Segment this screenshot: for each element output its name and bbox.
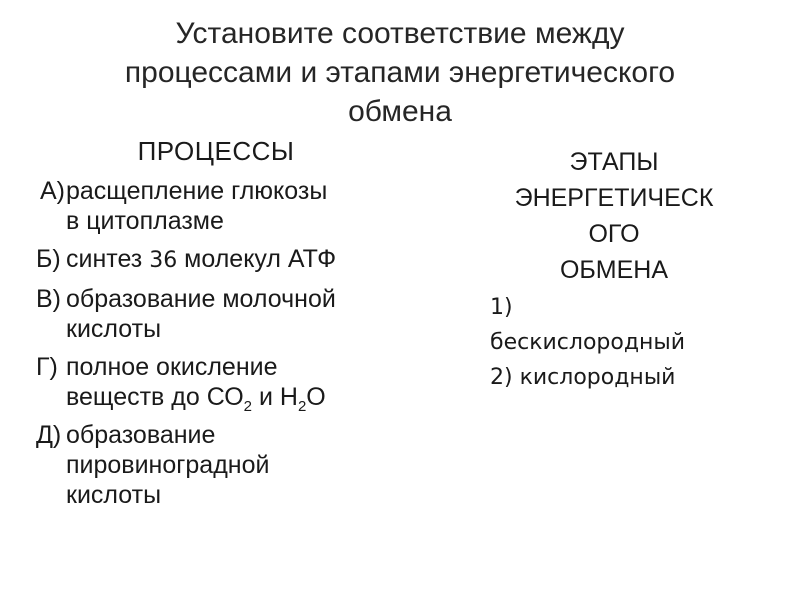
process-item-v bbox=[36, 284, 456, 344]
process-text-line: кислоты bbox=[66, 315, 162, 343]
stage-label: кислородный bbox=[519, 365, 676, 390]
stages-heading-line: ОБМЕНА bbox=[559, 256, 669, 284]
title-line-3: обмена bbox=[348, 95, 452, 128]
stage-item-1 bbox=[484, 290, 754, 360]
process-text-line bbox=[66, 244, 456, 276]
process-text-line: расщепление глюкозы bbox=[66, 177, 328, 205]
subscript: 2 bbox=[297, 398, 307, 415]
process-number: 36 bbox=[149, 248, 178, 273]
process-text-line: в цитоплазме bbox=[66, 207, 224, 235]
process-text: молекул АТФ bbox=[184, 245, 337, 273]
stages-heading-line: ЭНЕРГЕТИЧЕСК bbox=[514, 184, 714, 212]
process-letter: А) bbox=[40, 177, 65, 205]
title-line-1: Установите соответствие между bbox=[175, 17, 625, 50]
process-text: и Н bbox=[258, 383, 298, 411]
stages-heading-line: ОГО bbox=[588, 220, 640, 248]
process-item-b bbox=[36, 244, 456, 276]
process-item-g bbox=[36, 352, 456, 415]
stage-label: бескислородный bbox=[490, 330, 686, 355]
process-text: веществ до СО bbox=[66, 383, 244, 411]
stages-heading-line: ЭТАПЫ bbox=[569, 148, 659, 176]
process-text-line: пировиноградной bbox=[66, 451, 270, 479]
process-text: синтез bbox=[66, 245, 143, 273]
processes-heading: ПРОЦЕССЫ bbox=[137, 136, 295, 166]
process-text-line: полное окисление bbox=[66, 353, 278, 381]
process-text-line: образование молочной bbox=[66, 285, 336, 313]
processes-column bbox=[36, 136, 456, 518]
stages-heading bbox=[484, 144, 744, 288]
stage-item-2 bbox=[484, 360, 754, 395]
process-letter: Г) bbox=[36, 353, 58, 381]
process-text-line bbox=[66, 382, 456, 415]
stage-number: 1) bbox=[490, 295, 513, 320]
process-letter: Д) bbox=[36, 421, 62, 449]
slide-title bbox=[60, 14, 740, 131]
subscript: 2 bbox=[243, 398, 253, 415]
process-item-a bbox=[36, 176, 456, 236]
process-text-line: кислоты bbox=[66, 481, 162, 509]
process-text-line: образование bbox=[66, 421, 216, 449]
process-letter: Б) bbox=[36, 245, 61, 273]
process-item-d bbox=[36, 420, 456, 510]
title-line-2: процессами и этапами энергетического bbox=[124, 56, 676, 89]
stage-number: 2) bbox=[490, 365, 513, 390]
stages-column bbox=[484, 144, 754, 395]
process-letter: В) bbox=[36, 285, 61, 313]
process-text: О bbox=[306, 383, 326, 411]
